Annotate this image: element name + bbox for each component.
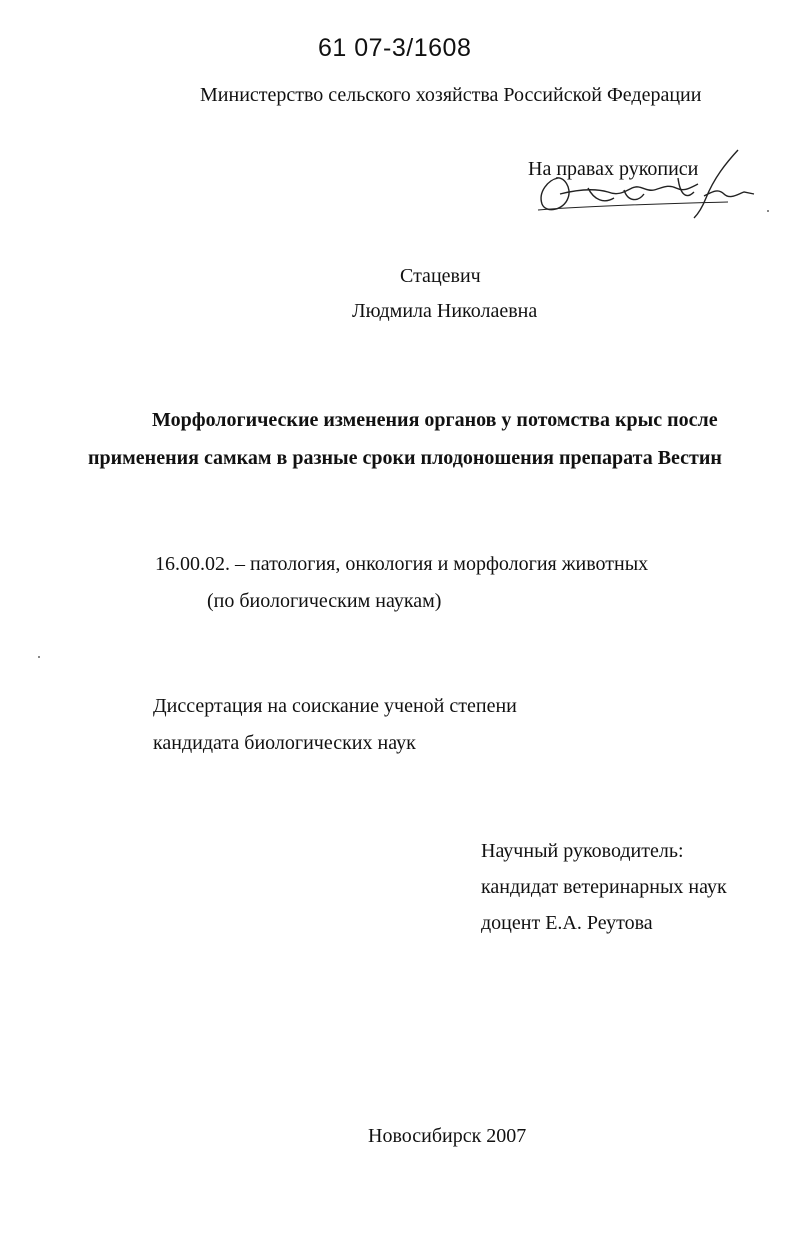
scan-speck bbox=[38, 656, 40, 658]
ministry-heading: Министерство сельского хозяйства Российской Федерации bbox=[200, 84, 702, 106]
archive-number: 61 07-3/1608 bbox=[318, 34, 472, 62]
supervisor-degree: кандидат ветеринарных наук bbox=[481, 876, 727, 898]
supervisor-name: доцент Е.А. Реутова bbox=[481, 912, 653, 934]
scan-speck bbox=[767, 210, 769, 212]
handwritten-signature bbox=[528, 148, 778, 228]
city-year-footer: Новосибирск 2007 bbox=[368, 1125, 527, 1147]
supervisor-label: Научный руководитель: bbox=[481, 840, 684, 862]
author-given-names: Людмила Николаевна bbox=[352, 300, 538, 322]
specialty-note: (по биологическим наукам) bbox=[207, 590, 442, 612]
dissertation-type-line-1: Диссертация на соискание ученой степени bbox=[153, 695, 517, 717]
dissertation-type-line-2: кандидата биологических наук bbox=[153, 732, 416, 754]
specialty-code: 16.00.02. – патология, онкология и морфология животных bbox=[155, 553, 649, 575]
thesis-title-line-2: применения самкам в разные сроки плодоношения препарата Вестин bbox=[88, 447, 722, 469]
thesis-title-line-1: Морфологические изменения органов у потомства крыс после bbox=[152, 409, 718, 431]
manuscript-rights: На правах рукописи bbox=[528, 158, 699, 180]
author-surname: Стацевич bbox=[400, 265, 481, 287]
